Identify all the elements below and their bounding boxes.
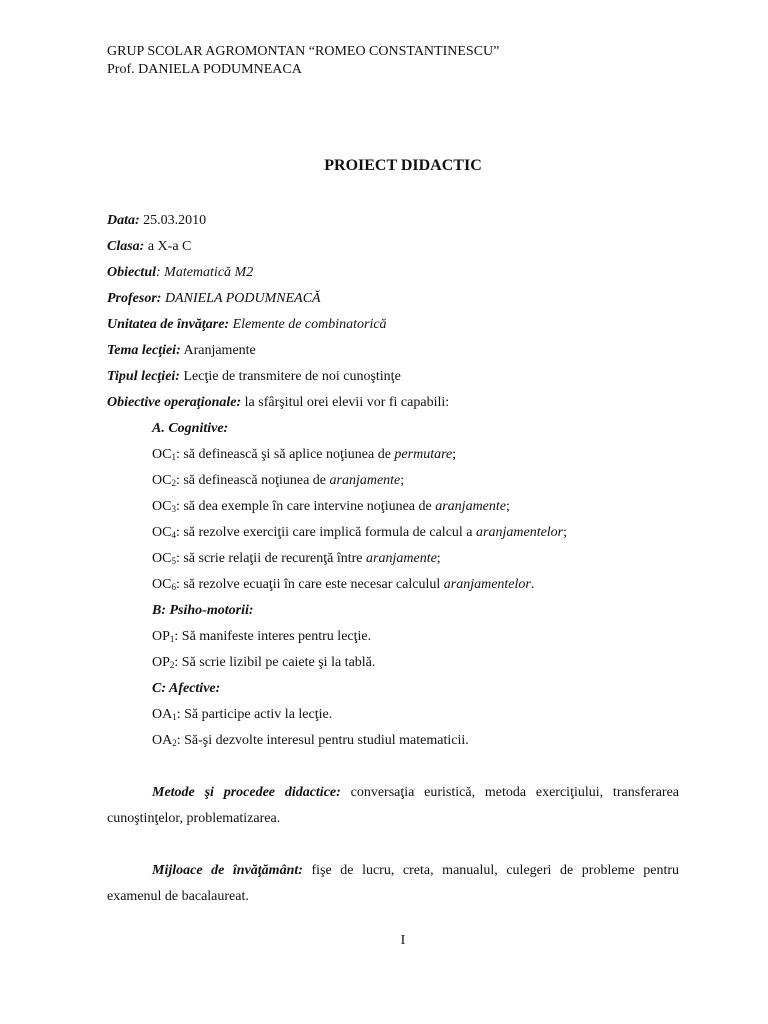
field-tema <box>107 343 256 359</box>
field-data <box>107 213 206 229</box>
field-label: Tipul lecţiei: <box>107 369 180 384</box>
field-obiective <box>107 395 449 411</box>
section-heading-cognitive: A. Cognitive: <box>152 421 229 436</box>
objective-item: $OA_1$: Să participe activ la lecţie. <box>152 707 333 722</box>
field-label: Data: <box>107 213 140 228</box>
field-value: DANIELA PODUMNEACĂ <box>164 291 321 306</box>
page-title: PROIECT DIDACTIC <box>324 157 482 174</box>
section-heading-afective: C: Afective: <box>152 681 221 696</box>
school-name: GRUP SCOLAR AGROMONTAN “ROMEO CONSTANTINESCU” <box>107 44 500 59</box>
field-value: la sfârşitul orei elevii vor fi capabili: <box>244 395 450 410</box>
objective-item: $OC_6$: să rezolve ecuaţii în care este necesar calculul aranjamentelor. <box>152 577 535 592</box>
field-value: Lecţie de transmitere de noi cunoştinţe <box>183 369 401 384</box>
field-obiectul <box>107 265 253 281</box>
paragraph-text: conversaţia euristică, metoda exerciţiului, transferarea cunoştinţelor, problematizarea. <box>107 785 679 826</box>
field-value: Elemente de combinatorică <box>232 317 387 332</box>
field-unitatea <box>107 317 387 333</box>
page-number: I <box>400 933 406 948</box>
section-heading-psiho: B: Psiho-motorii: <box>152 603 254 618</box>
field-profesor <box>107 291 321 307</box>
paragraph-text: fişe de lucru, creta, manualul, culegeri de probleme pentru examenul de bacalaureat. <box>107 863 680 904</box>
field-label: Unitatea de învăţare: <box>107 317 230 332</box>
document-header <box>107 43 499 79</box>
field-label: Profesor: <box>107 291 162 306</box>
field-label: Clasa: <box>107 239 145 254</box>
objective-item: $OC_4$: să rezolve exerciţii care implică formula de calcul a aranjamentelor; <box>152 525 568 540</box>
field-label: Obiective operaţionale: <box>107 395 242 410</box>
field-tipul <box>107 369 401 385</box>
paragraph-metode <box>107 780 679 832</box>
objective-item: $OC_3$: să dea exemple în care intervine noţiunea de aranjamente; <box>152 499 510 514</box>
field-value: 25.03.2010 <box>143 213 207 228</box>
field-value: a X-a C <box>147 239 192 254</box>
paragraph-mijloace <box>107 858 679 910</box>
objective-item: $OP_2$: Să scrie lizibil pe caiete şi la tablă. <box>152 655 376 670</box>
objective-item: $OC_1$: să definească şi să aplice noţiunea de permutare; <box>152 447 457 462</box>
teacher-name: Prof. DANIELA PODUMNEACA <box>107 62 302 77</box>
field-value: Aranjamente <box>183 343 256 358</box>
objective-item: $OC_5$: să scrie relaţii de recurenţă între aranjamente; <box>152 551 441 566</box>
field-label: Tema lecţiei: <box>107 343 181 358</box>
objective-item: $OC_2$: să definească noţiunea de aranjamente; <box>152 473 405 488</box>
field-label: Obiectul <box>107 265 156 280</box>
paragraph-label: Metode şi procedee didactice: <box>152 785 341 800</box>
field-clasa <box>107 239 191 255</box>
objective-item: $OP_1$: Să manifeste interes pentru lecţie. <box>152 629 372 644</box>
paragraph-label: Mijloace de învăţământ: <box>152 863 303 878</box>
field-value: : Matematică M2 <box>156 265 254 280</box>
objective-item: $OA_2$: Să-şi dezvolte interesul pentru studiul matematicii. <box>152 733 469 748</box>
